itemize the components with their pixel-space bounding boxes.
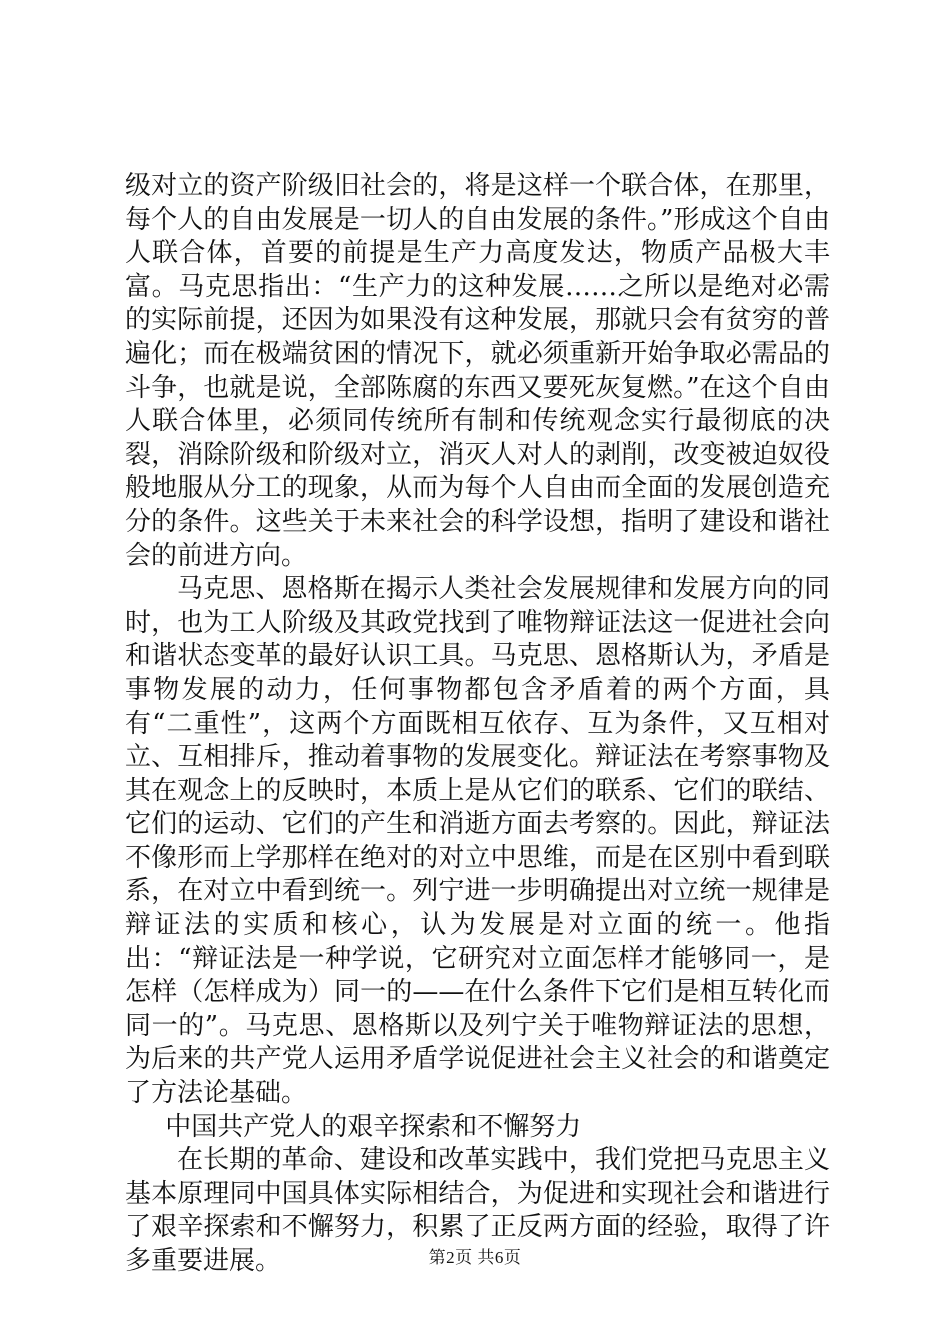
section-heading: 中国共产党人的艰辛探索和不懈努力: [165, 1111, 582, 1142]
document-body: [125, 170, 830, 1279]
page-footer: 第2页 共6页: [428, 1248, 522, 1267]
paragraph-dialectics: 马克思、恩格斯在揭示人类社会发展规律和发展方向的同时，也为工人阶级及其政党找到了唯物辩证法这一促进社会向和谐状态变革的最好认识工具。马克思、恩格斯认为，矛盾是事物发展的动力，任何事物都包含矛盾着的两个方面，具有“二重性”，这两个方面既相互依存、互为条件，又互相对立、互相排斥，推动着事物的发展变化。辩证法在考察事物及其在观念上的反映时，本质上是从它们的联系、它们的联结、它们的运动、它们的产生和消逝方面去考察的。因此，辩证法不像形而上学那样在绝对的对立中思维，而是在区别中看到联系，在对立中看到统一。列宁进一步明确提出对立统一规律是辩证法的实质和核心，认为发展是对立面的统一。他指出：“辩证法是一种学说，它研究对立面怎样才能够同一，是怎样（怎样成为）同一的——在什么条件下它们是相互转化而同一的”。马克思、恩格斯以及列宁关于唯物辩证法的思想，为后来的共产党人运用矛盾学说促进社会主义社会的和谐奠定了方法论基础。: [125, 574, 830, 1109]
paragraph-practice: 在长期的革命、建设和改革实践中，我们党把马克思主义基本原理同中国具体实际相结合，为促进和实现社会和谐进行了艰辛探索和不懈努力，积累了正反两方面的经验，取得了许多重要进展。: [125, 1145, 830, 1276]
paragraph-continuation: 级对立的资产阶级旧社会的，将是这样一个联合体，在那里，每个人的自由发展是一切人的自由发展的条件。”形成这个自由人联合体，首要的前提是生产力高度发达，物质产品极大丰富。马克思指出：“生产力的这种发展……之所以是绝对必需的实际前提，还因为如果没有这种发展，那就只会有贫穷的普遍化；而在极端贫困的情况下，就必须重新开始争取必需品的斗争，也就是说，全部陈腐的东西又要死灰复燃。”在这个自由人联合体里，必须同传统所有制和传统观念实行最彻底的决裂，消除阶级和阶级对立，消灭人对人的剥削，改变被迫奴役般地服从分工的现象，从而为每个人自由而全面的发展创造充分的条件。这些关于未来社会的科学设想，指明了建设和谐社会的前进方向。: [125, 171, 830, 571]
